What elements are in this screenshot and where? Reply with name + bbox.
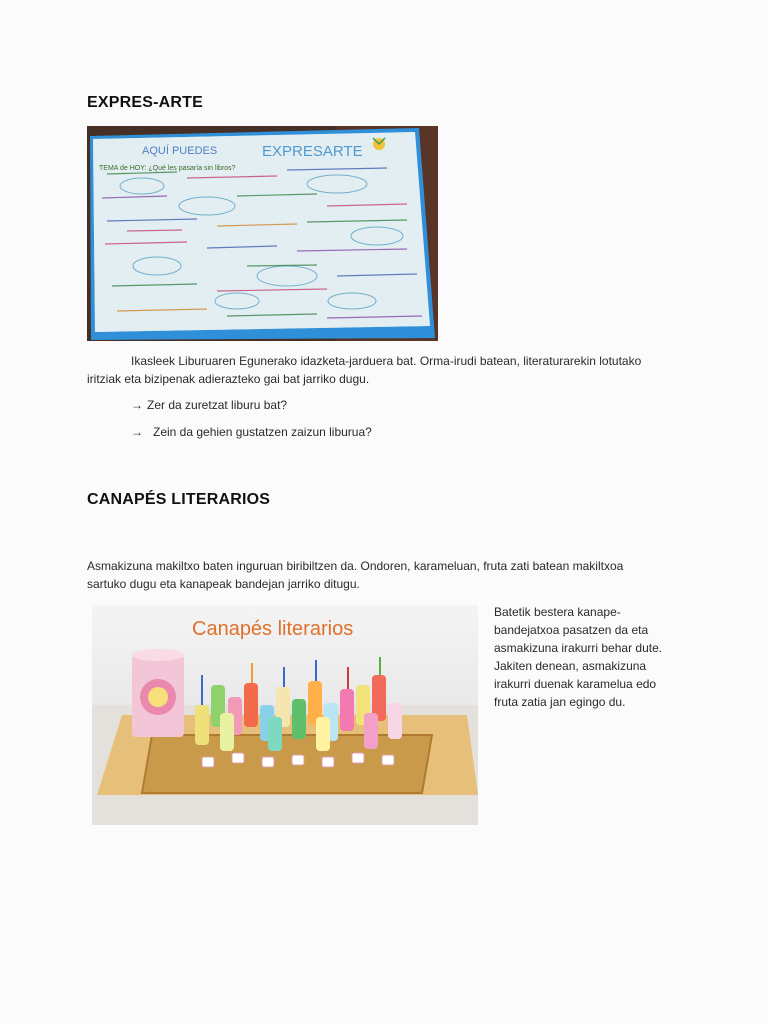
section-heading-canapes-literarios: CANAPÉS LITERARIOS	[87, 491, 271, 508]
canapes-photo-title: Canapés literarios	[192, 618, 354, 640]
bullet-item	[131, 425, 372, 439]
bullet-text: Zein da gehien gustatzen zaizun liburua?	[153, 425, 372, 439]
poster-title-right: EXPRESARTE	[262, 143, 363, 160]
bullet-text: Zer da zuretzat liburu bat?	[147, 398, 288, 412]
poster-title-left: AQUÍ PUEDES	[142, 145, 218, 157]
poster-photo-graphic	[87, 126, 438, 341]
canapes-photo	[92, 605, 478, 825]
canapes-side-text: Batetik bestera kanape-bandejatxoa pasatzen da eta asmakizuna irakurri behar dute. Jakiten denean, asmakizuna irakurri duenak karamelua edo fruta zatia jan egingo du.	[494, 605, 663, 709]
bullet-item	[131, 398, 287, 412]
section-heading-expres-arte: EXPRES-ARTE	[87, 94, 203, 111]
poster-photo	[87, 126, 438, 341]
arrow-right-icon: →	[131, 425, 143, 439]
arrow-right-icon: →	[131, 398, 143, 412]
canapes-photo-graphic	[92, 605, 478, 825]
canapes-paragraph: Asmakizuna makiltxo baten inguruan biribiltzen da. Ondoren, karameluan, fruta zati batean makiltxoa sartuko dugu eta kanapeak bandejan jarriko ditugu.	[87, 559, 624, 591]
expres-arte-paragraph: Ikasleek Liburuaren Egunerako idazketa-jarduera bat. Orma-irudi batean, literaturarekin lotutako iritziak eta bizipenak adierazteko gai bat jarriko dugu.	[87, 354, 642, 386]
poster-subtitle: TEMA de HOY: ¿Qué les pasaría sin libros?	[99, 165, 236, 172]
